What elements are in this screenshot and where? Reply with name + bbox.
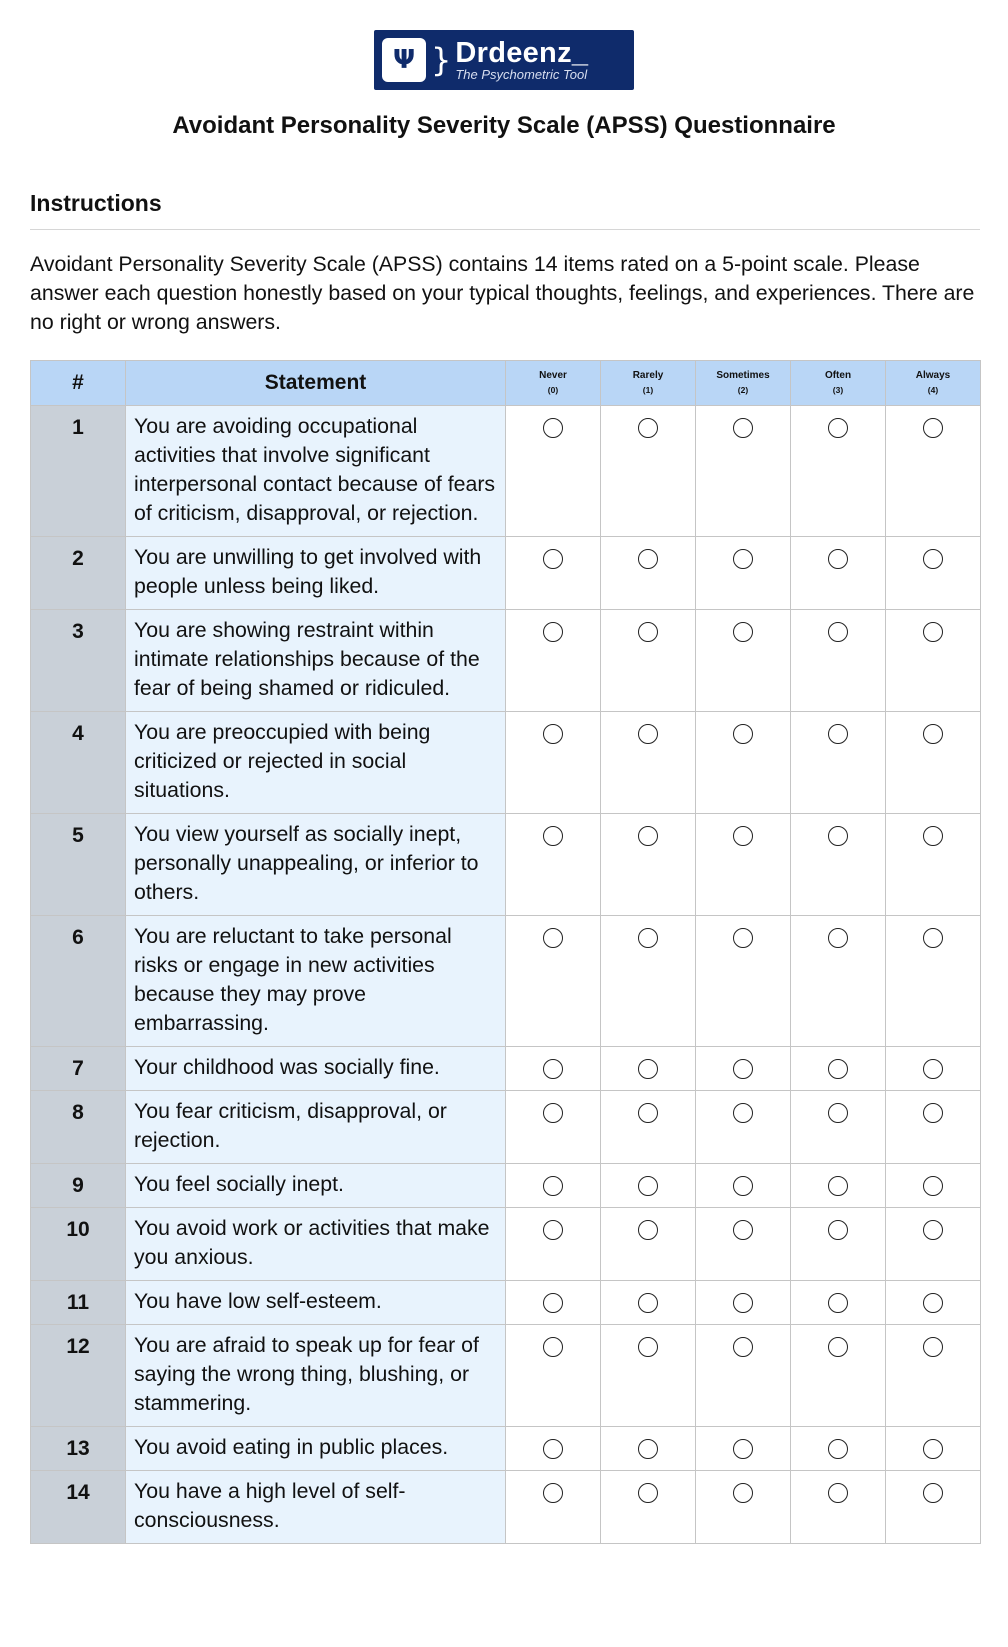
option-value: (3) <box>832 385 844 395</box>
table-row <box>31 814 981 916</box>
table-row <box>31 916 981 1047</box>
option-cell-never <box>506 1047 601 1091</box>
option-cell-never <box>506 916 601 1047</box>
option-cell-often <box>791 712 886 814</box>
radio-rarely[interactable] <box>638 1059 658 1079</box>
table-header-row <box>31 361 981 406</box>
item-statement: You are reluctant to take personal risks or engage in new activities because they may prove embarrassing. <box>126 916 506 1047</box>
radio-always[interactable] <box>923 1176 943 1196</box>
radio-sometimes[interactable] <box>733 1337 753 1357</box>
column-header-often <box>791 361 886 406</box>
item-statement: You have a high level of self-consciousness. <box>126 1471 506 1544</box>
option-cell-always <box>886 1471 981 1544</box>
option-cell-never <box>506 1208 601 1281</box>
radio-always[interactable] <box>923 418 943 438</box>
item-number: 12 <box>31 1325 126 1427</box>
option-cell-always <box>886 712 981 814</box>
section-divider <box>30 229 980 230</box>
item-statement: You are afraid to speak up for fear of saying the wrong thing, blushing, or stammering. <box>126 1325 506 1427</box>
option-cell-often <box>791 1091 886 1164</box>
option-cell-never <box>506 1091 601 1164</box>
radio-often[interactable] <box>828 549 848 569</box>
radio-rarely[interactable] <box>638 1220 658 1240</box>
instructions-heading: Instructions <box>30 190 162 216</box>
instructions-text: Avoidant Personality Severity Scale (APSS) contains 14 items rated on a 5-point scale. Please answer each question honestly based on your typical thoughts, feelings, and experiences. There are no right or wrong answers. <box>30 252 975 334</box>
option-cell-never <box>506 1281 601 1325</box>
item-statement: You view yourself as socially inept, personally unappealing, or inferior to others. <box>126 814 506 916</box>
table-row <box>31 610 981 712</box>
option-cell-sometimes <box>696 1208 791 1281</box>
option-label: Always <box>915 370 951 381</box>
radio-often[interactable] <box>828 724 848 744</box>
option-label: Often <box>824 370 852 381</box>
table-row <box>31 712 981 814</box>
radio-always[interactable] <box>923 1439 943 1459</box>
radio-often[interactable] <box>828 826 848 846</box>
option-cell-often <box>791 610 886 712</box>
option-label: Never <box>539 370 567 381</box>
option-cell-sometimes <box>696 814 791 916</box>
radio-always[interactable] <box>923 1059 943 1079</box>
option-cell-never <box>506 1471 601 1544</box>
item-number: 8 <box>31 1091 126 1164</box>
option-cell-rarely <box>601 1325 696 1427</box>
radio-never[interactable] <box>543 622 563 642</box>
option-cell-sometimes <box>696 610 791 712</box>
option-cell-never <box>506 610 601 712</box>
option-cell-rarely <box>601 1427 696 1471</box>
option-cell-always <box>886 406 981 537</box>
item-number: 7 <box>31 1047 126 1091</box>
option-cell-often <box>791 1325 886 1427</box>
option-cell-always <box>886 1208 981 1281</box>
item-statement: You fear criticism, disapproval, or rejection. <box>126 1091 506 1164</box>
option-cell-always <box>886 1164 981 1208</box>
item-statement: You avoid eating in public places. <box>126 1427 506 1471</box>
option-cell-often <box>791 814 886 916</box>
item-number: 14 <box>31 1471 126 1544</box>
questionnaire-table <box>30 360 981 1544</box>
option-cell-often <box>791 1164 886 1208</box>
option-cell-sometimes <box>696 712 791 814</box>
brand-logo <box>374 30 634 90</box>
item-statement: You are unwilling to get involved with people unless being liked. <box>126 537 506 610</box>
item-number: 11 <box>31 1281 126 1325</box>
option-cell-always <box>886 610 981 712</box>
radio-often[interactable] <box>828 1220 848 1240</box>
option-cell-sometimes <box>696 1471 791 1544</box>
column-header-rarely <box>601 361 696 406</box>
table-row <box>31 1471 981 1544</box>
option-value: (2) <box>737 385 749 395</box>
option-cell-never <box>506 537 601 610</box>
radio-often[interactable] <box>828 1293 848 1313</box>
questionnaire-rows <box>31 406 981 1544</box>
option-cell-often <box>791 1281 886 1325</box>
radio-often[interactable] <box>828 1059 848 1079</box>
option-cell-always <box>886 916 981 1047</box>
radio-often[interactable] <box>828 1483 848 1503</box>
radio-never[interactable] <box>543 1483 563 1503</box>
option-label: Rarely <box>632 370 664 381</box>
radio-often[interactable] <box>828 418 848 438</box>
option-cell-rarely <box>601 916 696 1047</box>
option-cell-sometimes <box>696 537 791 610</box>
option-cell-sometimes <box>696 1164 791 1208</box>
radio-sometimes[interactable] <box>733 826 753 846</box>
radio-rarely[interactable] <box>638 1293 658 1313</box>
radio-never[interactable] <box>543 1176 563 1196</box>
option-cell-sometimes <box>696 1047 791 1091</box>
option-cell-sometimes <box>696 1427 791 1471</box>
radio-always[interactable] <box>923 1293 943 1313</box>
option-cell-rarely <box>601 1281 696 1325</box>
option-cell-always <box>886 1047 981 1091</box>
radio-always[interactable] <box>923 1103 943 1123</box>
option-cell-never <box>506 406 601 537</box>
option-cell-rarely <box>601 1091 696 1164</box>
logo-container <box>0 30 1008 90</box>
radio-rarely[interactable] <box>638 724 658 744</box>
item-number: 5 <box>31 814 126 916</box>
option-cell-sometimes <box>696 406 791 537</box>
radio-sometimes[interactable] <box>733 1439 753 1459</box>
radio-never[interactable] <box>543 826 563 846</box>
table-row <box>31 1164 981 1208</box>
column-header-statement: Statement <box>126 361 506 406</box>
radio-often[interactable] <box>828 1176 848 1196</box>
option-cell-rarely <box>601 610 696 712</box>
column-header-number: # <box>31 361 126 406</box>
radio-sometimes[interactable] <box>733 418 753 438</box>
column-header-never <box>506 361 601 406</box>
radio-sometimes[interactable] <box>733 1483 753 1503</box>
option-cell-never <box>506 1325 601 1427</box>
radio-sometimes[interactable] <box>733 549 753 569</box>
table-row <box>31 1427 981 1471</box>
item-number: 13 <box>31 1427 126 1471</box>
radio-rarely[interactable] <box>638 1337 658 1357</box>
radio-always[interactable] <box>923 826 943 846</box>
option-cell-rarely <box>601 814 696 916</box>
brand-name: Drdeenz_ <box>455 37 589 69</box>
option-cell-rarely <box>601 1047 696 1091</box>
radio-sometimes[interactable] <box>733 1103 753 1123</box>
table-row <box>31 1281 981 1325</box>
option-value: (4) <box>927 385 939 395</box>
option-cell-often <box>791 406 886 537</box>
option-cell-rarely <box>601 406 696 537</box>
radio-never[interactable] <box>543 1059 563 1079</box>
option-cell-often <box>791 916 886 1047</box>
radio-rarely[interactable] <box>638 1483 658 1503</box>
option-cell-rarely <box>601 537 696 610</box>
radio-rarely[interactable] <box>638 1439 658 1459</box>
radio-never[interactable] <box>543 418 563 438</box>
table-row <box>31 537 981 610</box>
radio-sometimes[interactable] <box>733 1293 753 1313</box>
option-cell-sometimes <box>696 1091 791 1164</box>
table-row <box>31 406 981 537</box>
option-cell-always <box>886 1281 981 1325</box>
radio-always[interactable] <box>923 1337 943 1357</box>
radio-always[interactable] <box>923 928 943 948</box>
radio-sometimes[interactable] <box>733 1059 753 1079</box>
radio-sometimes[interactable] <box>733 928 753 948</box>
radio-sometimes[interactable] <box>733 1176 753 1196</box>
option-cell-never <box>506 1164 601 1208</box>
radio-never[interactable] <box>543 549 563 569</box>
option-label: Sometimes <box>716 370 770 381</box>
radio-rarely[interactable] <box>638 1176 658 1196</box>
table-row <box>31 1325 981 1427</box>
radio-never[interactable] <box>543 1103 563 1123</box>
radio-rarely[interactable] <box>638 418 658 438</box>
radio-often[interactable] <box>828 1439 848 1459</box>
brand-tagline: The Psychometric Tool <box>455 67 588 82</box>
option-cell-rarely <box>601 1164 696 1208</box>
radio-never[interactable] <box>543 1220 563 1240</box>
radio-sometimes[interactable] <box>733 724 753 744</box>
option-cell-often <box>791 1471 886 1544</box>
column-header-always <box>886 361 981 406</box>
radio-rarely[interactable] <box>638 928 658 948</box>
radio-always[interactable] <box>923 1483 943 1503</box>
psi-logo-icon: Ψ <box>382 38 426 82</box>
radio-always[interactable] <box>923 1220 943 1240</box>
option-value: (0) <box>547 385 559 395</box>
item-statement: You are preoccupied with being criticized or rejected in social situations. <box>126 712 506 814</box>
option-cell-sometimes <box>696 916 791 1047</box>
option-cell-always <box>886 537 981 610</box>
radio-always[interactable] <box>923 549 943 569</box>
radio-often[interactable] <box>828 928 848 948</box>
radio-often[interactable] <box>828 622 848 642</box>
table-row <box>31 1091 981 1164</box>
option-cell-often <box>791 1427 886 1471</box>
radio-often[interactable] <box>828 1337 848 1357</box>
option-cell-rarely <box>601 712 696 814</box>
option-cell-often <box>791 1208 886 1281</box>
item-number: 6 <box>31 916 126 1047</box>
item-statement: You are avoiding occupational activities that involve significant interpersonal contact because of fears of criticism, disapproval, or rejection. <box>126 406 506 537</box>
item-statement: You are showing restraint within intimate relationships because of the fear of being shamed or ridiculed. <box>126 610 506 712</box>
radio-sometimes[interactable] <box>733 1220 753 1240</box>
option-cell-never <box>506 712 601 814</box>
radio-never[interactable] <box>543 1293 563 1313</box>
option-cell-often <box>791 1047 886 1091</box>
option-cell-sometimes <box>696 1281 791 1325</box>
radio-often[interactable] <box>828 1103 848 1123</box>
logo-text <box>455 38 588 82</box>
option-cell-sometimes <box>696 1325 791 1427</box>
radio-rarely[interactable] <box>638 826 658 846</box>
option-cell-often <box>791 537 886 610</box>
radio-never[interactable] <box>543 1439 563 1459</box>
page-title: Avoidant Personality Severity Scale (APSS) Questionnaire <box>172 112 836 139</box>
option-value: (1) <box>642 385 654 395</box>
table-row <box>31 1047 981 1091</box>
item-statement: You avoid work or activities that make you anxious. <box>126 1208 506 1281</box>
radio-rarely[interactable] <box>638 622 658 642</box>
item-number: 3 <box>31 610 126 712</box>
item-number: 1 <box>31 406 126 537</box>
item-number: 2 <box>31 537 126 610</box>
table-row <box>31 1208 981 1281</box>
radio-never[interactable] <box>543 1337 563 1357</box>
radio-always[interactable] <box>923 622 943 642</box>
option-cell-never <box>506 1427 601 1471</box>
option-cell-rarely <box>601 1208 696 1281</box>
item-number: 9 <box>31 1164 126 1208</box>
item-statement: Your childhood was socially fine. <box>126 1047 506 1091</box>
item-statement: You have low self-esteem. <box>126 1281 506 1325</box>
option-cell-always <box>886 1091 981 1164</box>
item-statement: You feel socially inept. <box>126 1164 506 1208</box>
radio-rarely[interactable] <box>638 1103 658 1123</box>
radio-never[interactable] <box>543 928 563 948</box>
radio-rarely[interactable] <box>638 549 658 569</box>
item-number: 4 <box>31 712 126 814</box>
option-cell-always <box>886 814 981 916</box>
radio-always[interactable] <box>923 724 943 744</box>
brace-logo-icon: } <box>431 41 452 79</box>
column-header-sometimes <box>696 361 791 406</box>
option-cell-rarely <box>601 1471 696 1544</box>
option-cell-always <box>886 1427 981 1471</box>
radio-sometimes[interactable] <box>733 622 753 642</box>
option-cell-never <box>506 814 601 916</box>
item-number: 10 <box>31 1208 126 1281</box>
option-cell-always <box>886 1325 981 1427</box>
radio-never[interactable] <box>543 724 563 744</box>
